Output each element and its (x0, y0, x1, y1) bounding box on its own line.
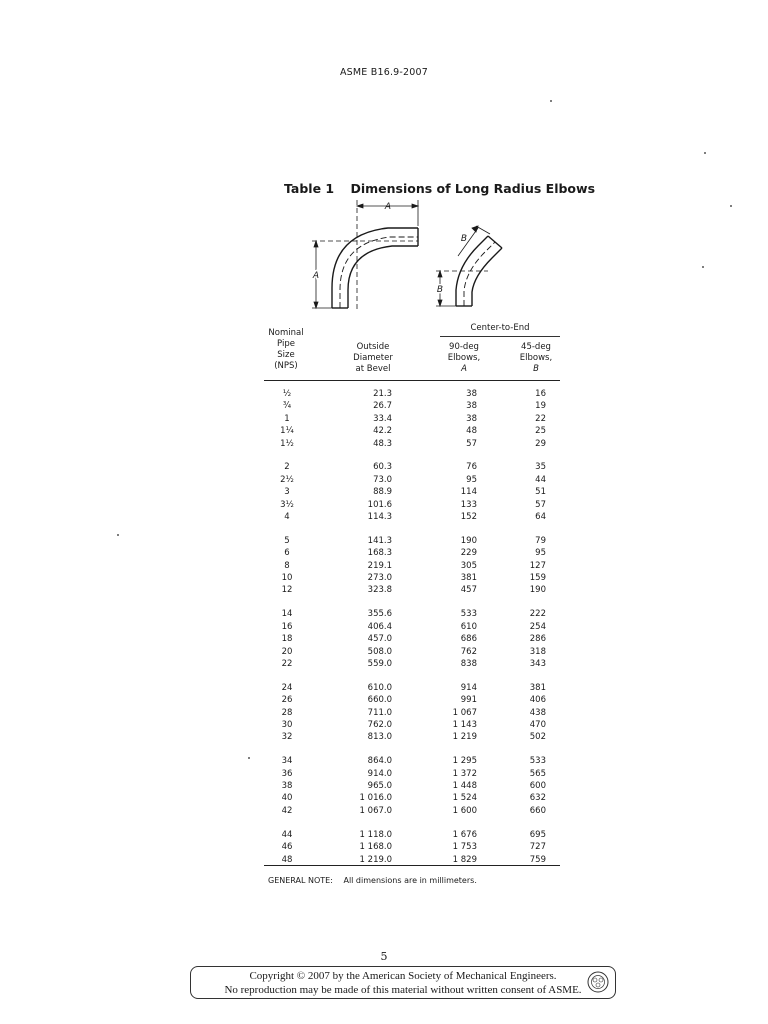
elbow-90-cell: 1 219 (452, 732, 477, 743)
column-header-45deg (512, 342, 560, 375)
nps-cell: 36 (281, 768, 293, 779)
elbow-90-cell: 38 (466, 389, 477, 399)
elbow-90-cell: 1 753 (452, 842, 477, 853)
nps-cell: 3½ (280, 499, 294, 510)
table-row (264, 719, 560, 731)
elbow-90-cell: 76 (466, 462, 477, 473)
table-row (264, 438, 560, 450)
row-group (264, 682, 560, 744)
elbow-45-cell: 35 (535, 462, 546, 473)
outside-diameter-cell: 965.0 (367, 781, 392, 792)
elbow-90-cell: 57 (466, 438, 477, 449)
copyright-line-1: Copyright © 2007 by the American Society of Mechanical Engineers. (249, 970, 557, 982)
table-row (264, 560, 560, 572)
elbow-45-cell: 502 (529, 732, 546, 743)
b45-header-line: 45-deg (521, 342, 551, 352)
elbow-90-cell: 48 (466, 426, 477, 437)
table-row (264, 646, 560, 658)
copyright-notice (190, 966, 616, 999)
general-note-label: GENERAL NOTE: (268, 876, 333, 885)
elbow-90-cell: 114 (460, 487, 477, 498)
nps-header-line: Nominal (268, 328, 304, 338)
column-header-od (345, 342, 401, 375)
table-row (264, 425, 560, 437)
row-group (264, 608, 560, 670)
header-rule (264, 380, 560, 381)
elbow-90-cell: 610 (460, 621, 477, 632)
nps-cell: 1 (284, 413, 290, 424)
outside-diameter-cell: 60.3 (373, 462, 392, 473)
label-b-side: B (436, 285, 444, 295)
nps-cell: ½ (282, 389, 292, 399)
b45-header-line: Elbows, (519, 353, 553, 363)
nps-cell: 46 (281, 842, 293, 853)
elbow-90-cell: 1 295 (452, 756, 477, 767)
elbow-diagram (300, 198, 540, 313)
nps-cell: 10 (281, 573, 293, 584)
table-row (264, 486, 560, 498)
nps-cell: 1¼ (280, 426, 294, 437)
a90-header-line: 90-deg (449, 342, 479, 352)
b45-header-line: B (533, 364, 539, 374)
outside-diameter-cell: 406.4 (367, 621, 392, 632)
outside-diameter-cell: 219.1 (367, 560, 392, 571)
elbow-90-drawing (332, 228, 418, 308)
nps-cell: 28 (281, 707, 293, 718)
table-row (264, 572, 560, 584)
nps-cell: 20 (281, 646, 293, 657)
elbow-45-cell: 79 (535, 535, 546, 546)
elbow-90-cell: 914 (460, 682, 477, 693)
elbow-45-cell: 25 (535, 426, 546, 437)
elbow-45-cell: 222 (529, 609, 546, 620)
outside-diameter-cell: 73.0 (373, 474, 392, 485)
table-row (264, 511, 560, 523)
nps-cell: 26 (281, 695, 293, 706)
elbow-45-cell: 286 (529, 634, 546, 645)
elbow-90-cell: 1 600 (452, 805, 477, 816)
table-row (264, 621, 560, 633)
elbow-90-cell: 229 (460, 548, 477, 559)
nps-cell: 2 (284, 462, 290, 473)
elbow-45-cell: 695 (529, 829, 546, 840)
outside-diameter-cell: 457.0 (367, 634, 392, 645)
table-row (264, 474, 560, 486)
a90-header-line: A (461, 364, 467, 374)
outside-diameter-cell: 660.0 (367, 695, 392, 706)
elbow-45-cell: 127 (529, 560, 546, 571)
table-row (264, 707, 560, 719)
table-row (264, 694, 560, 706)
scan-speck (704, 152, 706, 154)
nps-cell: 8 (284, 560, 290, 571)
elbow-45-cell: 632 (529, 793, 546, 804)
nps-cell: ¾ (282, 401, 292, 412)
table-row (264, 388, 560, 400)
column-header-nps (266, 328, 306, 372)
nps-cell: 32 (281, 732, 293, 743)
row-group (264, 535, 560, 597)
page-number: 5 (380, 950, 388, 963)
outside-diameter-cell: 1 219.0 (359, 854, 392, 865)
document-header: ASME B16.9-2007 (339, 67, 429, 78)
elbow-90-cell: 38 (466, 401, 477, 412)
table-bottom-rule (264, 865, 560, 866)
table-row (264, 400, 560, 412)
elbow-45-cell: 406 (529, 695, 546, 706)
group-header-rule (440, 336, 560, 337)
table-row (264, 633, 560, 645)
elbow-90-cell: 1 829 (452, 854, 477, 865)
table-title (284, 181, 595, 196)
elbow-45-cell: 44 (535, 474, 546, 485)
nps-cell: 30 (281, 719, 293, 730)
elbow-45-cell: 16 (535, 389, 546, 399)
elbow-45-cell: 29 (535, 438, 546, 449)
outside-diameter-cell: 711.0 (367, 707, 392, 718)
nps-header-line: Pipe (277, 339, 295, 349)
outside-diameter-cell: 1 168.0 (359, 842, 392, 853)
table-row (264, 413, 560, 425)
table-row (264, 731, 560, 743)
nps-cell: 38 (281, 781, 293, 792)
nps-cell: 14 (281, 609, 293, 620)
outside-diameter-cell: 762.0 (367, 719, 392, 730)
elbow-90-cell: 1 372 (452, 768, 477, 779)
general-note (268, 876, 477, 885)
outside-diameter-cell: 21.3 (373, 389, 392, 399)
table-row (264, 755, 560, 767)
elbow-90-cell: 1 524 (452, 793, 477, 804)
nps-cell: 5 (284, 535, 290, 546)
row-group (264, 829, 560, 866)
outside-diameter-cell: 168.3 (367, 548, 392, 559)
scan-speck (248, 757, 250, 759)
elbow-45-cell: 318 (529, 646, 546, 657)
nps-cell: 2½ (280, 474, 294, 485)
outside-diameter-cell: 48.3 (373, 438, 392, 449)
table-row (264, 768, 560, 780)
outside-diameter-cell: 610.0 (367, 682, 392, 693)
nps-cell: 34 (281, 756, 293, 767)
row-group (264, 755, 560, 817)
table-row (264, 829, 560, 841)
elbow-90-cell: 133 (460, 499, 477, 510)
outside-diameter-cell: 114.3 (367, 512, 392, 523)
outside-diameter-cell: 864.0 (367, 756, 392, 767)
outside-diameter-cell: 1 118.0 (359, 829, 392, 840)
nps-cell: 16 (281, 621, 293, 632)
elbow-90-cell: 1 067 (452, 707, 477, 718)
outside-diameter-cell: 26.7 (373, 401, 392, 412)
table-row (264, 535, 560, 547)
nps-cell: 24 (281, 682, 293, 693)
elbow-90-cell: 838 (460, 658, 477, 669)
label-a-top: A (384, 202, 392, 212)
table-row (264, 805, 560, 817)
nps-cell: 22 (281, 658, 293, 669)
table-row (264, 547, 560, 559)
table-row (264, 841, 560, 853)
outside-diameter-cell: 323.8 (367, 585, 392, 596)
column-header-90deg (440, 342, 488, 375)
elbow-90-cell: 305 (460, 560, 477, 571)
label-b-diag: B (460, 234, 468, 244)
elbow-90-cell: 1 143 (452, 719, 477, 730)
nps-cell: 4 (284, 512, 290, 523)
nps-cell: 6 (284, 548, 290, 559)
table-row (264, 658, 560, 670)
outside-diameter-cell: 508.0 (367, 646, 392, 657)
scan-speck (730, 205, 732, 207)
elbow-90-cell: 190 (460, 535, 477, 546)
elbow-90-cell: 1 448 (452, 781, 477, 792)
elbow-90-cell: 95 (466, 474, 477, 485)
scan-speck (117, 534, 119, 536)
od-header-line: Outside (356, 342, 390, 352)
nps-cell: 12 (281, 585, 293, 596)
elbow-90-cell: 457 (460, 585, 477, 596)
elbow-90-cell: 152 (460, 512, 477, 523)
outside-diameter-cell: 88.9 (373, 487, 392, 498)
table-title-text: Dimensions of Long Radius Elbows (350, 181, 596, 196)
nps-header-line: (NPS) (274, 361, 298, 371)
nps-cell: 18 (281, 634, 293, 645)
elbow-45-cell: 565 (529, 768, 546, 779)
outside-diameter-cell: 1 067.0 (359, 805, 392, 816)
elbow-90-cell: 533 (460, 609, 477, 620)
outside-diameter-cell: 355.6 (367, 609, 392, 620)
outside-diameter-cell: 33.4 (373, 413, 392, 424)
outside-diameter-cell: 141.3 (367, 535, 392, 546)
elbow-45-cell: 254 (529, 621, 546, 632)
elbow-45-cell: 95 (535, 548, 546, 559)
outside-diameter-cell: 813.0 (367, 732, 392, 743)
elbow-45-cell: 57 (535, 499, 546, 510)
table-number: Table 1 (284, 181, 335, 196)
general-note-text: All dimensions are in millimeters. (343, 876, 477, 885)
elbow-45-cell: 727 (529, 842, 546, 853)
elbow-90-cell: 686 (460, 634, 477, 645)
scan-speck (702, 266, 704, 268)
elbow-90-cell: 762 (460, 646, 477, 657)
elbow-45-cell: 343 (529, 658, 546, 669)
elbow-45-cell: 64 (535, 512, 546, 523)
nps-cell: 1½ (280, 438, 294, 449)
a90-header-line: Elbows, (447, 353, 481, 363)
table-row (264, 499, 560, 511)
od-header-line: Diameter (353, 353, 393, 363)
elbow-45-cell: 438 (529, 707, 546, 718)
table-row (264, 792, 560, 804)
elbow-45-cell: 22 (535, 413, 546, 424)
od-header-line: at Bevel (355, 364, 391, 374)
table-row (264, 780, 560, 792)
elbow-45-cell: 190 (529, 585, 546, 596)
elbow-90-cell: 1 676 (452, 829, 477, 840)
outside-diameter-cell: 914.0 (367, 768, 392, 779)
elbow-45-cell: 51 (535, 487, 546, 498)
copyright-line-2: No reproduction may be made of this material without written consent of ASME. (224, 984, 582, 996)
elbow-90-cell: 991 (460, 695, 477, 706)
row-group (264, 461, 560, 523)
table-row (264, 682, 560, 694)
center-to-end-header: Center-to-End (470, 323, 530, 333)
row-group (264, 388, 560, 450)
elbow-45-cell: 470 (529, 719, 546, 730)
elbow-45-cell: 759 (529, 854, 546, 865)
nps-cell: 40 (281, 793, 293, 804)
nps-header-line: Size (277, 350, 295, 360)
table-body (264, 388, 560, 877)
elbow-45-cell: 159 (529, 573, 546, 584)
table-row (264, 584, 560, 596)
table-row (264, 461, 560, 473)
elbow-45-cell: 19 (535, 401, 546, 412)
nps-cell: 42 (281, 805, 293, 816)
outside-diameter-cell: 559.0 (367, 658, 392, 669)
elbow-45-cell: 600 (529, 781, 546, 792)
outside-diameter-cell: 1 016.0 (359, 793, 392, 804)
nps-cell: 44 (281, 829, 293, 840)
elbow-45-cell: 381 (529, 682, 546, 693)
table-row (264, 608, 560, 620)
elbow-45-cell: 660 (529, 805, 546, 816)
elbow-90-cell: 381 (460, 573, 477, 584)
outside-diameter-cell: 273.0 (367, 573, 392, 584)
nps-cell: 48 (281, 854, 293, 865)
asme-seal-icon (586, 970, 610, 994)
outside-diameter-cell: 42.2 (373, 426, 392, 437)
elbow-45-cell: 533 (529, 756, 546, 767)
elbow-90-cell: 38 (466, 413, 477, 424)
label-a-side: A (312, 271, 320, 281)
outside-diameter-cell: 101.6 (367, 499, 392, 510)
scan-speck (550, 100, 552, 102)
nps-cell: 3 (284, 487, 290, 498)
